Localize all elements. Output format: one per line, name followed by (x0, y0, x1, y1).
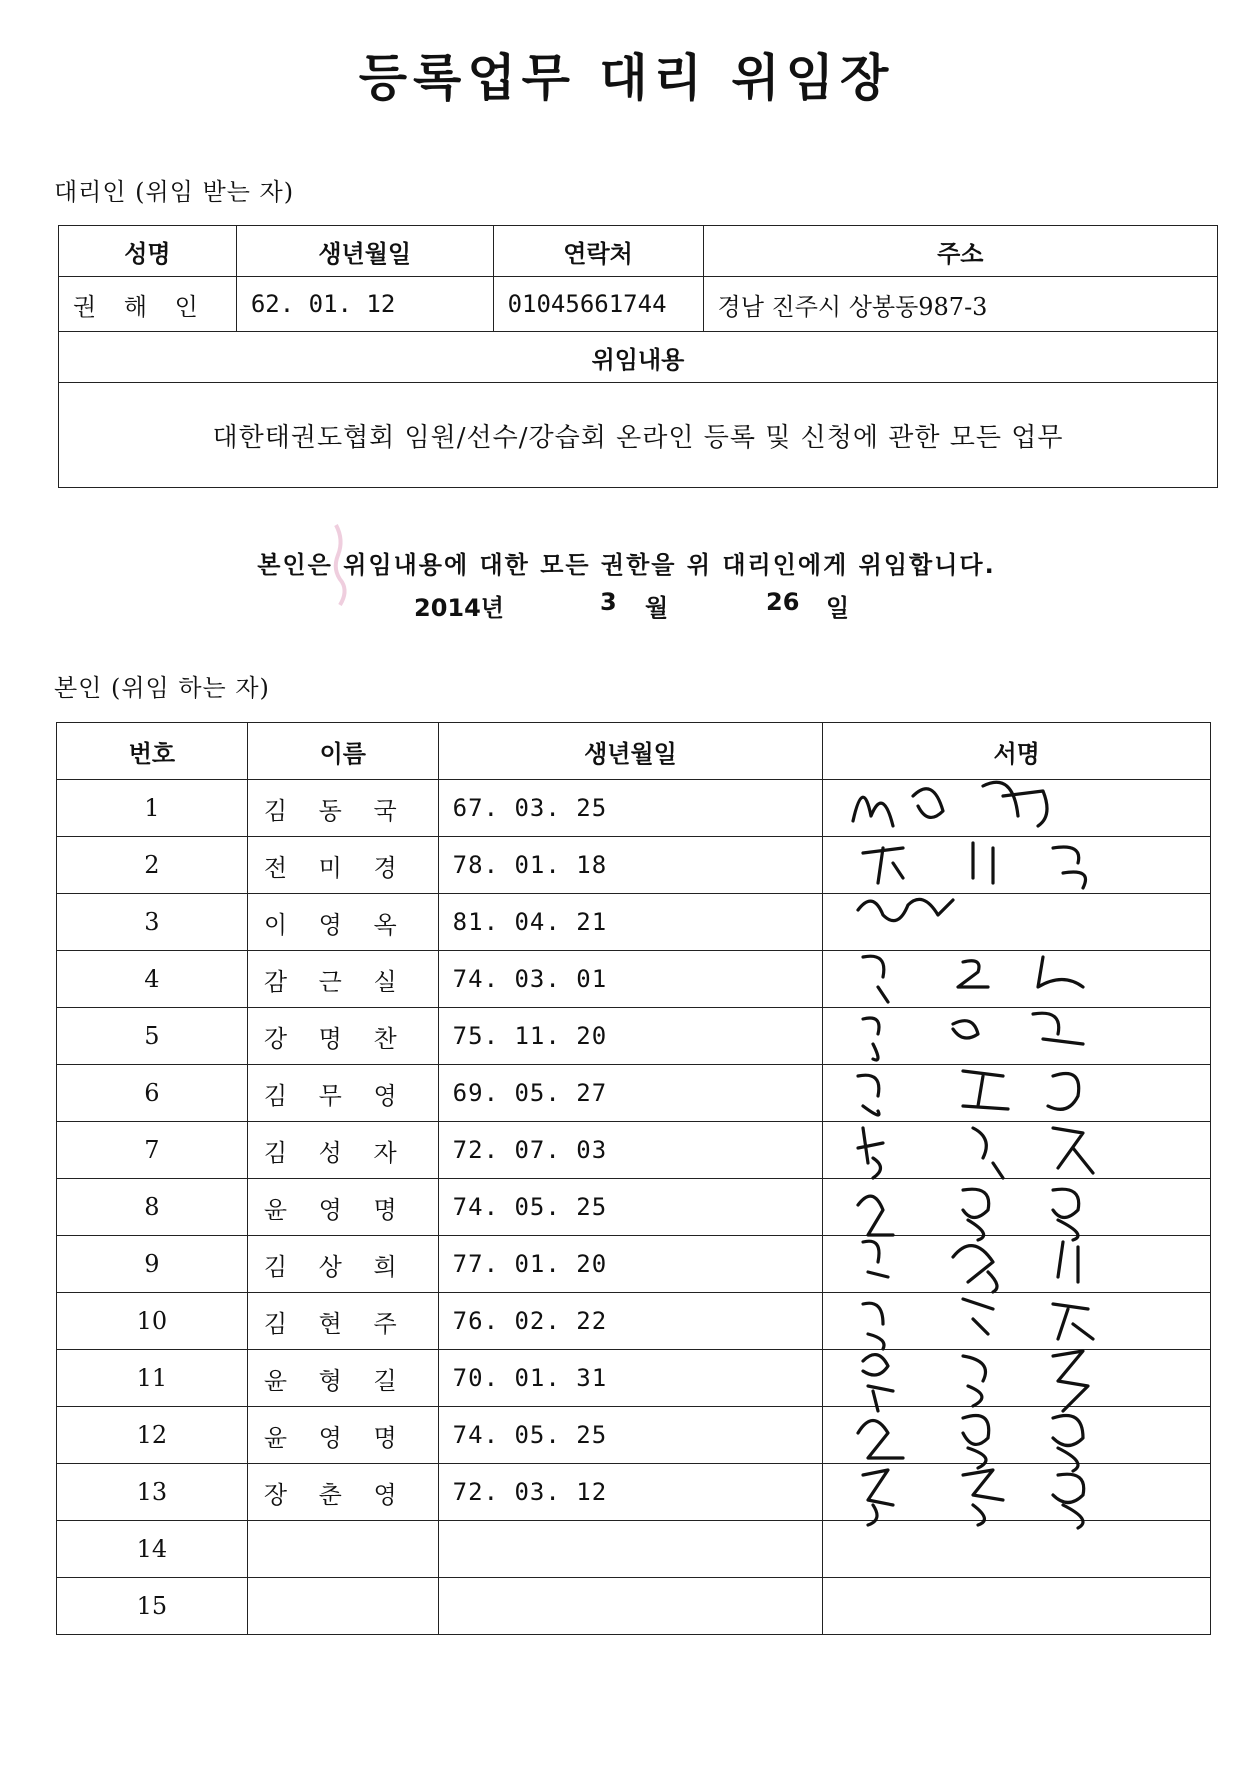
principal-number: 14 (57, 1521, 248, 1578)
principal-number: 7 (57, 1122, 248, 1179)
principal-number: 10 (57, 1293, 248, 1350)
delegation-content-header: 위임내용 (59, 332, 1218, 383)
principal-birth (438, 1521, 823, 1578)
principal-header-birth: 생년월일 (438, 723, 823, 780)
principal-name: 김 무 영 (247, 1065, 438, 1122)
principal-name: 강 명 찬 (247, 1008, 438, 1065)
principal-birth: 69. 05. 27 (438, 1065, 823, 1122)
agent-name: 권 해 인 (59, 277, 237, 332)
principal-header-signature: 서명 (823, 723, 1211, 780)
agent-section-label: 대리인 (위임 받는 자) (54, 178, 295, 206)
principal-number: 8 (57, 1179, 248, 1236)
principal-birth: 77. 01. 20 (438, 1236, 823, 1293)
date-month: 3 (600, 588, 617, 616)
agent-table (58, 225, 1218, 488)
principal-number: 12 (57, 1407, 248, 1464)
principal-number: 6 (57, 1065, 248, 1122)
principal-row (57, 1521, 1211, 1578)
agent-birth: 62. 01. 12 (236, 277, 493, 332)
principal-birth: 75. 11. 20 (438, 1008, 823, 1065)
principal-signature-cell (823, 1464, 1211, 1521)
principal-name: 윤 형 길 (247, 1350, 438, 1407)
principal-number: 1 (57, 780, 248, 837)
principal-birth: 72. 07. 03 (438, 1122, 823, 1179)
principal-name: 김 성 자 (247, 1122, 438, 1179)
agent-header-phone: 연락처 (493, 226, 703, 277)
date-day: 26 (766, 588, 800, 616)
principal-name: 장 춘 영 (247, 1464, 438, 1521)
principal-number: 15 (57, 1578, 248, 1635)
delegation-statement: 본인은 위임내용에 대한 모든 권한을 위 대리인에게 위임합니다. (257, 551, 996, 579)
principal-number: 5 (57, 1008, 248, 1065)
principal-birth: 81. 04. 21 (438, 894, 823, 951)
principal-number: 2 (57, 837, 248, 894)
principal-name: 김 상 희 (247, 1236, 438, 1293)
principal-birth: 78. 01. 18 (438, 837, 823, 894)
principal-number: 4 (57, 951, 248, 1008)
document-title: 등록업무 대리 위임장 (358, 49, 895, 107)
principal-number: 9 (57, 1236, 248, 1293)
principal-number: 13 (57, 1464, 248, 1521)
principal-birth: 74. 05. 25 (438, 1407, 823, 1464)
agent-header-birth: 생년월일 (236, 226, 493, 277)
principal-name (247, 1521, 438, 1578)
principal-birth: 74. 05. 25 (438, 1179, 823, 1236)
principal-signature-cell (823, 1521, 1211, 1578)
agent-address: 경남 진주시 상봉동987-3 (703, 277, 1217, 332)
agent-phone: 01045661744 (493, 277, 703, 332)
principal-name: 윤 영 명 (247, 1179, 438, 1236)
principal-birth: 72. 03. 12 (438, 1464, 823, 1521)
principal-header-number: 번호 (57, 723, 248, 780)
date-month-unit: 월 (645, 594, 669, 622)
principal-birth (438, 1578, 823, 1635)
principal-name: 이 영 옥 (247, 894, 438, 951)
principal-birth: 67. 03. 25 (438, 780, 823, 837)
principal-row (57, 1578, 1211, 1635)
principal-name: 감 근 실 (247, 951, 438, 1008)
principal-birth: 70. 01. 31 (438, 1350, 823, 1407)
principal-number: 3 (57, 894, 248, 951)
date-day-unit: 일 (826, 594, 850, 622)
principal-header-name: 이름 (247, 723, 438, 780)
agent-header-address: 주소 (703, 226, 1217, 277)
principal-name: 윤 영 명 (247, 1407, 438, 1464)
principal-name: 전 미 경 (247, 837, 438, 894)
principal-signature-cell (823, 1578, 1211, 1635)
principal-name: 김 현 주 (247, 1293, 438, 1350)
agent-header-name: 성명 (59, 226, 237, 277)
principal-birth: 74. 03. 01 (438, 951, 823, 1008)
principal-section-label: 본인 (위임 하는 자) (54, 674, 270, 702)
date-year: 2014년 (414, 594, 504, 622)
principal-name: 김 동 국 (247, 780, 438, 837)
principal-row (57, 1464, 1211, 1521)
principal-name (247, 1578, 438, 1635)
principals-table (56, 722, 1211, 1635)
principal-birth: 76. 02. 22 (438, 1293, 823, 1350)
delegation-content: 대한태권도협회 임원/선수/강습회 온라인 등록 및 신청에 관한 모든 업무 (59, 383, 1218, 488)
principal-number: 11 (57, 1350, 248, 1407)
